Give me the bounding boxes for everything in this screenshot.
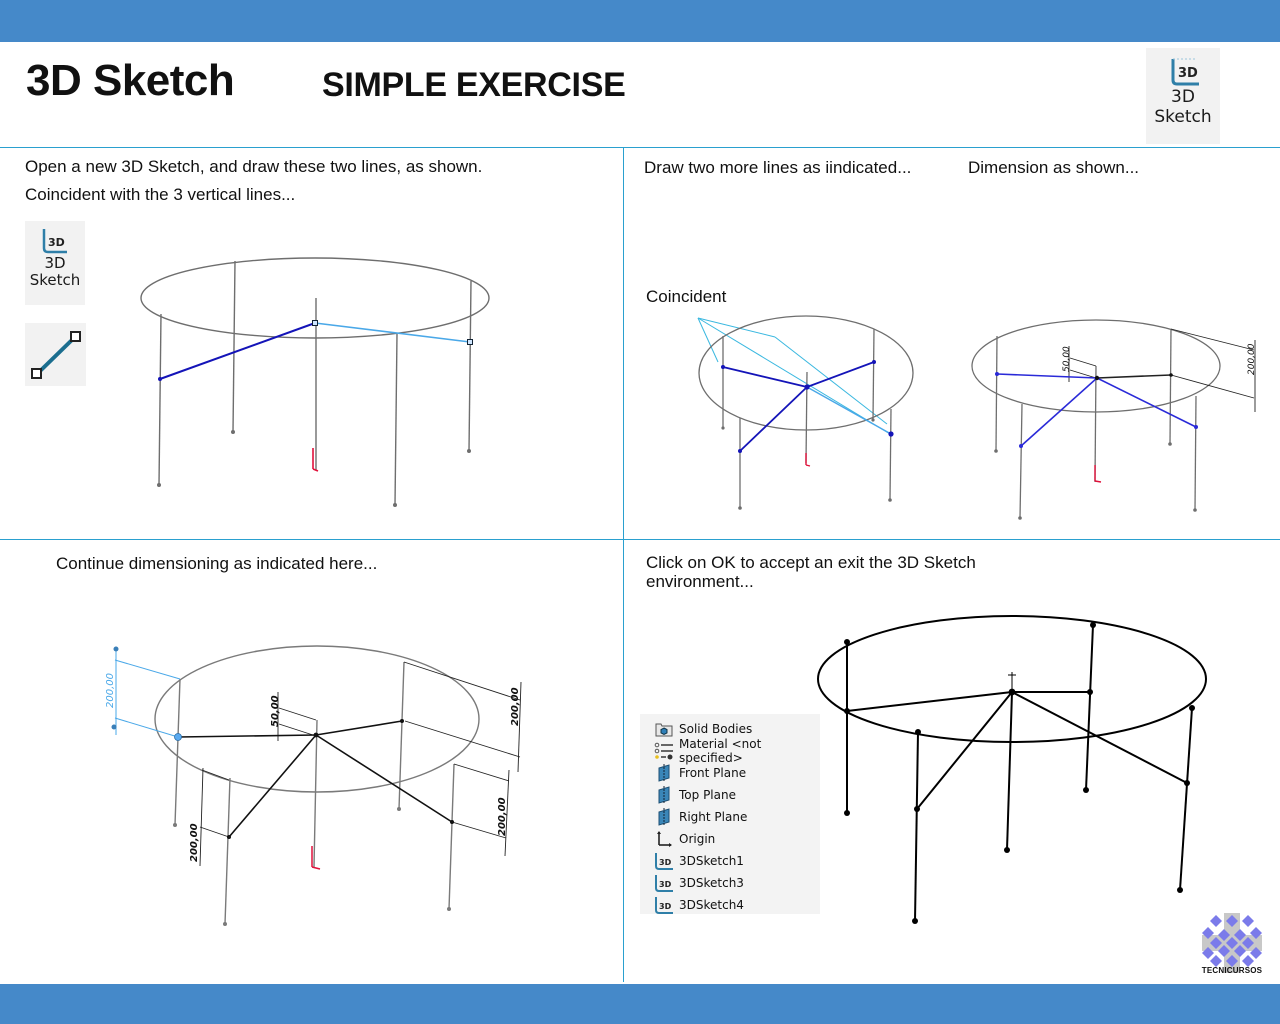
tree-item-label: Origin bbox=[679, 832, 716, 846]
tree-item-label: Front Plane bbox=[679, 766, 747, 780]
svg-text:200,00: 200,00 bbox=[105, 673, 116, 708]
svg-text:3D: 3D bbox=[659, 858, 672, 867]
3d-sketch-label-line2: Sketch bbox=[1154, 106, 1212, 127]
tree-item-label: 3DSketch3 bbox=[679, 876, 744, 890]
step1-icon-label-line1: 3D bbox=[44, 254, 66, 272]
step2-coincident-annotation: Coincident bbox=[646, 287, 727, 306]
svg-text:3D: 3D bbox=[659, 880, 672, 889]
page-subtitle: SIMPLE EXERCISE bbox=[322, 66, 626, 104]
svg-text:3D: 3D bbox=[48, 236, 65, 249]
tree-item-label: Top Plane bbox=[679, 788, 736, 802]
svg-text:200,00: 200,00 bbox=[497, 797, 508, 836]
bottom-banner bbox=[0, 984, 1280, 1024]
svg-text:200,00: 200,00 bbox=[1247, 343, 1257, 375]
page-title: 3D Sketch bbox=[26, 56, 235, 105]
step3-instruction: Dimension as shown... bbox=[968, 158, 1140, 177]
tree-item-label: Solid Bodies bbox=[679, 722, 753, 736]
svg-text:50,00: 50,00 bbox=[270, 695, 281, 727]
step5-instruction-line1: Click on OK to accept an exit the 3D Sketch bbox=[646, 553, 976, 572]
svg-text:50,00: 50,00 bbox=[1062, 346, 1072, 372]
svg-text:3D: 3D bbox=[1178, 66, 1198, 81]
tree-item-label: 3DSketch1 bbox=[679, 854, 744, 868]
svg-text:200,00: 200,00 bbox=[189, 823, 200, 862]
logo-text: TECNICURSOS bbox=[1201, 966, 1263, 975]
tree-item-label: Right Plane bbox=[679, 810, 748, 824]
svg-text:200,00: 200,00 bbox=[510, 687, 521, 726]
step5-instruction-line2: environment... bbox=[646, 572, 754, 591]
step2-instruction: Draw two more lines as iindicated... bbox=[644, 158, 912, 177]
step1-instruction-line1: Open a new 3D Sketch, and draw these two lines, as shown. bbox=[25, 157, 483, 176]
step1-icon-label-line2: Sketch bbox=[29, 271, 81, 290]
step4-instruction: Continue dimensioning as indicated here... bbox=[56, 554, 378, 573]
svg-text:3D: 3D bbox=[659, 902, 672, 911]
3d-sketch-label-line1: 3D bbox=[1171, 87, 1195, 107]
tree-item-label: Material <not specified> bbox=[679, 737, 762, 765]
step1-instruction-line2: Coincident with the 3 vertical lines... bbox=[25, 185, 296, 204]
tree-item-label: 3DSketch4 bbox=[679, 898, 744, 912]
